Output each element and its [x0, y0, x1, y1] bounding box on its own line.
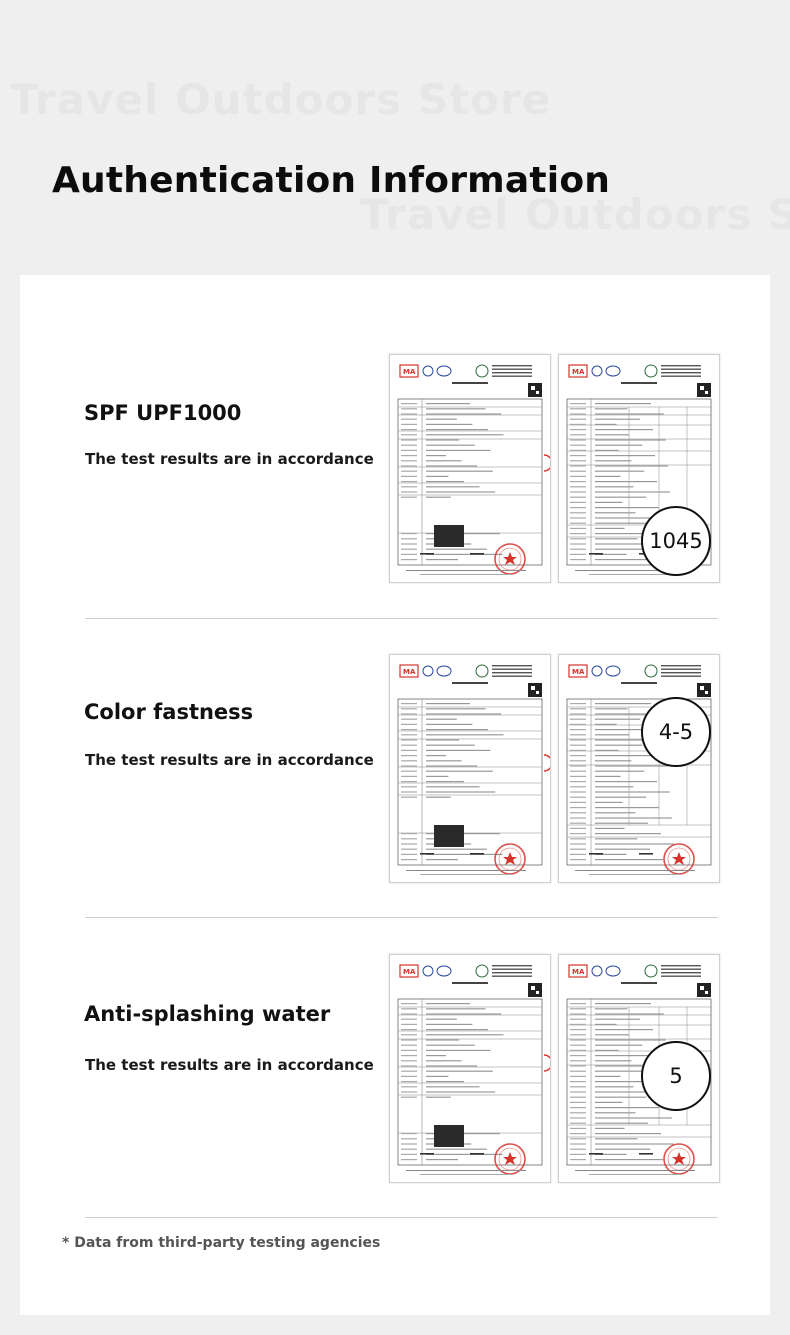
- fabric-swatch: [434, 825, 464, 847]
- section-description: The test results are in accordance: [85, 751, 374, 769]
- cnas-logo: [606, 666, 620, 676]
- ilac-logo: [592, 666, 602, 676]
- result-badge: 1045: [641, 506, 711, 576]
- watermark-text: [10, 75, 551, 124]
- divider: [85, 618, 718, 619]
- svg-text:MA: MA: [572, 968, 585, 976]
- section-title: Anti-splashing water: [84, 1002, 331, 1026]
- test-report-image: [389, 354, 551, 583]
- section-title: SPF UPF1000: [84, 401, 242, 425]
- section-description: The test results are in accordance: [85, 1056, 374, 1074]
- test-report-image: [558, 654, 720, 883]
- result-badge: 4-5: [641, 697, 711, 767]
- test-report-image: [389, 654, 551, 883]
- agency-logo: [476, 365, 488, 377]
- svg-text:MA: MA: [403, 668, 416, 676]
- certificates-card: [20, 275, 770, 1315]
- agency-logo: [476, 965, 488, 977]
- ilac-logo: [592, 366, 602, 376]
- ilac-logo: [423, 666, 433, 676]
- cnas-logo: [606, 966, 620, 976]
- ilac-logo: [592, 966, 602, 976]
- divider: [85, 917, 718, 918]
- agency-logo: [645, 665, 657, 677]
- test-report-image: [389, 954, 551, 1183]
- fabric-swatch: [434, 525, 464, 547]
- fabric-swatch: [434, 1125, 464, 1147]
- section-description: The test results are in accordance: [85, 450, 374, 468]
- svg-text:MA: MA: [403, 968, 416, 976]
- cnas-logo: [437, 366, 451, 376]
- svg-text:MA: MA: [403, 368, 416, 376]
- page-title: Authentication Information: [52, 160, 611, 201]
- cnas-logo: [437, 966, 451, 976]
- agency-logo: [645, 365, 657, 377]
- footnote: * Data from third-party testing agencies: [62, 1235, 381, 1251]
- section-title: Color fastness: [84, 700, 254, 724]
- svg-text:MA: MA: [572, 668, 585, 676]
- agency-logo: [645, 965, 657, 977]
- svg-text:MA: MA: [572, 368, 585, 376]
- divider: [85, 1217, 718, 1218]
- agency-logo: [476, 665, 488, 677]
- cnas-logo: [437, 666, 451, 676]
- ilac-logo: [423, 366, 433, 376]
- result-badge: 5: [641, 1041, 711, 1111]
- ilac-logo: [423, 966, 433, 976]
- cnas-logo: [606, 366, 620, 376]
